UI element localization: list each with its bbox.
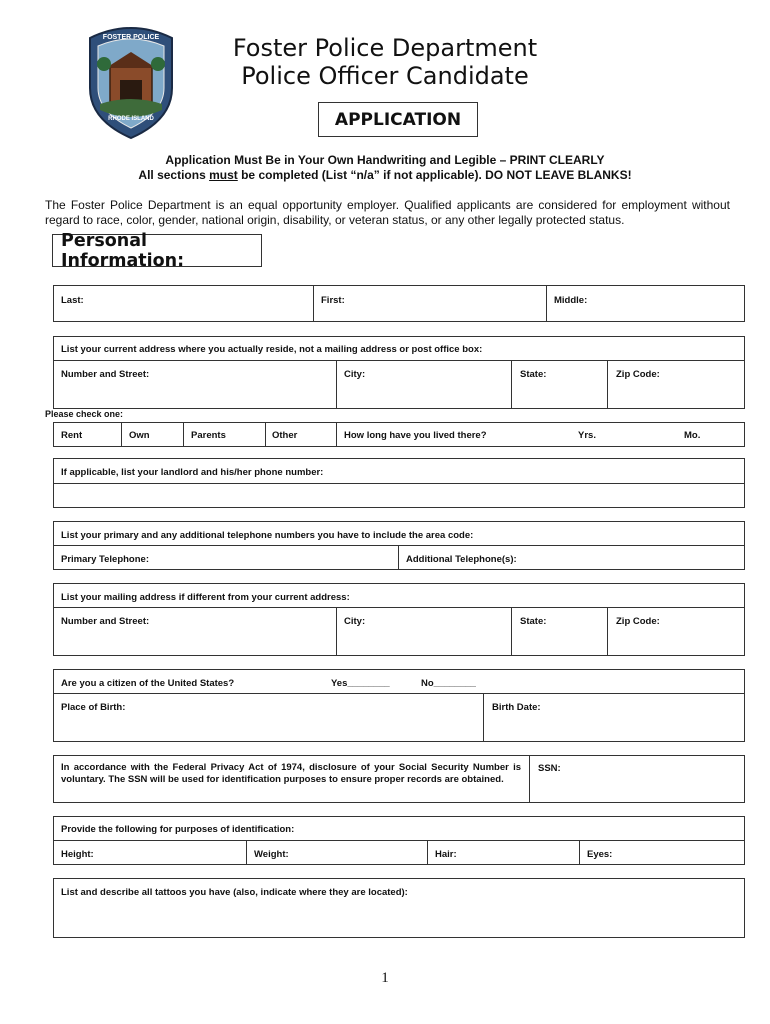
birth-date-field[interactable]: Birth Date:: [492, 702, 541, 713]
landlord-input[interactable]: [54, 484, 744, 507]
identification-prompt: Provide the following for purposes of identification:: [61, 824, 295, 835]
page-title-line2: Police Officer Candidate: [241, 62, 529, 90]
place-of-birth-field[interactable]: Place of Birth:: [61, 702, 126, 713]
current-city-field[interactable]: City:: [344, 369, 366, 380]
first-name-field[interactable]: First:: [321, 295, 345, 306]
current-street-field[interactable]: Number and Street:: [61, 369, 150, 380]
own-checkbox[interactable]: Own: [129, 430, 150, 441]
citizen-question: Are you a citizen of the United States?: [61, 678, 235, 689]
hair-field[interactable]: Hair:: [435, 849, 457, 860]
instructions-line2: All sections must be completed (List “n/a” if not applicable). DO NOT LEAVE BLANKS!: [138, 168, 632, 182]
how-long-label: How long have you lived there?: [344, 430, 487, 441]
logo-text-top: FOSTER POLICE: [102, 34, 160, 41]
ssn-privacy-notice: In accordance with the Federal Privacy Act of 1974, disclosure of your Social Security Number is voluntary. The SSN will be used for identification purposes to ensure proper records are obtained.: [61, 762, 521, 785]
current-zip-field[interactable]: Zip Code:: [616, 369, 660, 380]
landlord-prompt: If applicable, list your landlord and his/her phone number:: [61, 467, 324, 478]
mailing-address-prompt: List your mailing address if different from your current address:: [61, 592, 350, 603]
months-field[interactable]: Mo.: [684, 430, 701, 441]
logo-text-bottom: RHODE ISLAND: [108, 116, 154, 122]
additional-telephone-field[interactable]: Additional Telephone(s):: [406, 554, 517, 565]
mailing-city-field[interactable]: City:: [344, 616, 366, 627]
page-title-line1: Foster Police Department: [232, 34, 538, 62]
height-field[interactable]: Height:: [61, 849, 94, 860]
please-check-one-label: Please check one:: [45, 409, 124, 419]
section-title-personal-information: Personal Information:: [52, 234, 262, 267]
mailing-zip-field[interactable]: Zip Code:: [616, 616, 660, 627]
current-state-field[interactable]: State:: [520, 369, 547, 380]
telephone-prompt: List your primary and any additional telephone numbers you have to include the area code:: [61, 530, 474, 541]
weight-field[interactable]: Weight:: [254, 849, 289, 860]
parents-checkbox[interactable]: Parents: [191, 430, 226, 441]
application-label-box: APPLICATION: [318, 102, 478, 137]
name-row: [53, 285, 745, 322]
other-checkbox[interactable]: Other: [272, 430, 298, 441]
citizen-no-option[interactable]: No________: [421, 678, 476, 689]
middle-name-field[interactable]: Middle:: [554, 295, 588, 306]
primary-telephone-field[interactable]: Primary Telephone:: [61, 554, 149, 565]
ssn-field[interactable]: SSN:: [538, 763, 561, 774]
years-field[interactable]: Yrs.: [578, 430, 596, 441]
eyes-field[interactable]: Eyes:: [587, 849, 613, 860]
last-name-field[interactable]: Last:: [61, 295, 84, 306]
mailing-street-field[interactable]: Number and Street:: [61, 616, 150, 627]
current-address-prompt: List your current address where you actually reside, not a mailing address or post office box:: [61, 344, 483, 355]
citizen-yes-option[interactable]: Yes________: [331, 678, 390, 689]
eeo-statement: The Foster Police Department is an equal opportunity employer. Qualified applicants are considered for employment without regard to race, color, gender, national origin, disability, or veteran status, or any other legally protected status.: [45, 198, 730, 227]
rent-checkbox[interactable]: Rent: [61, 430, 83, 441]
tattoos-prompt: List and describe all tattoos you have (also, indicate where they are located):: [61, 887, 408, 898]
mailing-state-field[interactable]: State:: [520, 616, 547, 627]
page-number: 1: [381, 970, 389, 986]
instructions-line1: Application Must Be in Your Own Handwriting and Legible – PRINT CLEARLY: [165, 153, 605, 167]
